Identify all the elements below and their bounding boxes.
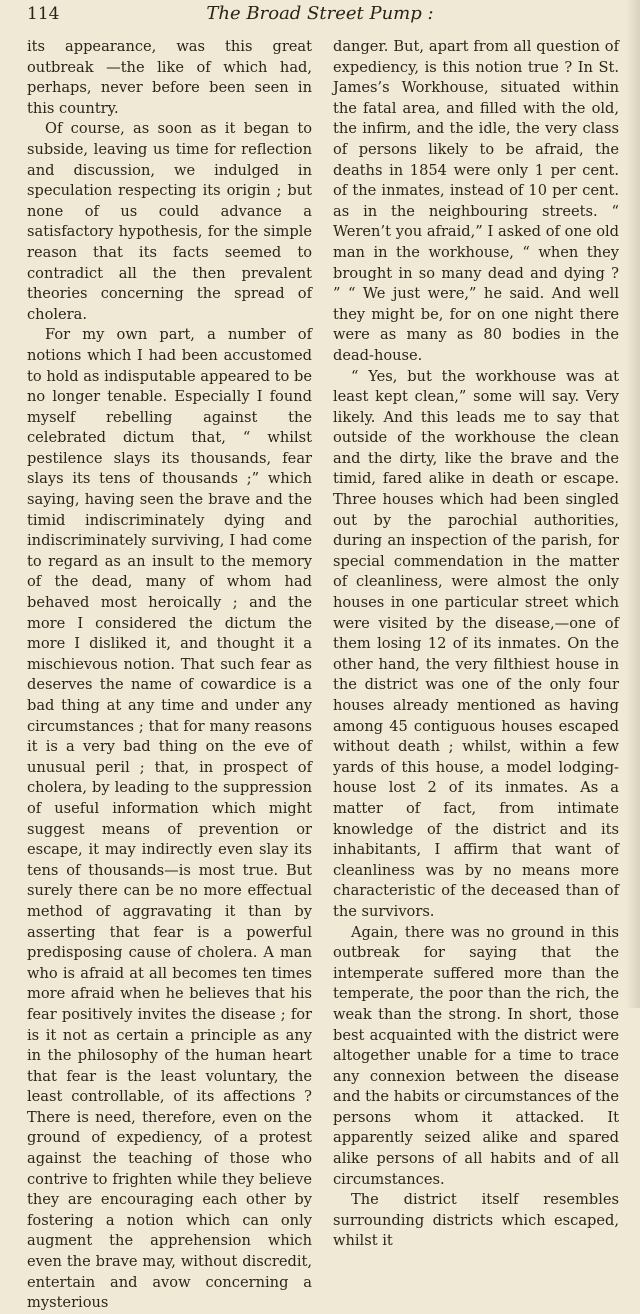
page-header (0, 0, 640, 30)
paragraph: For my own part, a number of notions which I had been accustomed to hold as indisputable appeared to be no longer tenable. Especially I found myself rebelling against the celebrated dictum that, “ whilst pestilence slays its thousands, fear slays its tens of thousands ;” which saying, having seen the brave and the timid indiscriminately dying and indiscriminately surviving, I had come to regard as an insult to the memory of the dead, many of whom had behaved most heroically ; and the more I considered the dictum the more I disliked it, and thought it a mischievous notion. That such fear as deserves the name of cowardice is a bad thing at any time and under any circumstances ; that for many reasons it is a very bad thing on the eve of unusual peril ; that, in prospect of cholera, by leading to the suppression of useful information which might suggest means of prevention or escape, it may indirectly even slay its tens of thousands—is most true. But surely there can be no more effectual method of aggravating it than by asserting that fear is a powerful predisposing cause of cholera. A man who is afraid at all becomes ten times more afraid when he believes that his fear positively invites the disease ; for is it not as certain a principle as any in the philosophy of the human heart that fear is the least voluntary, the least controllable, of its affections ? There is need, therefore, even on the ground of expediency, of a protest against the teaching of those who contrive to frighten while they believe they are encouraging each other by fostering a notion which can only augment the apprehension which even the brave may, without discredit, entertain and avow concerning a mysterious (27, 326, 312, 1312)
paragraph: The district itself resembles surrounding districts which escaped, whilst it (333, 1191, 619, 1250)
left-column (27, 37, 312, 1314)
paragraph: Again, there was no ground in this outbreak for saying that the intemperate suffered more than the temperate, the poor than the rich, the weak than the strong. In short, those best acquainted with the district were altogether unable for a time to trace any connexion between the disease and the habits or circumstances of the persons whom it attacked. It apparently seized alike and spared alike persons of all habits and of all circumstances. (333, 923, 619, 1188)
right-column (333, 37, 619, 1252)
page-edge-shadow (626, 0, 640, 1008)
paragraph: Of course, as soon as it began to subside, leaving us time for reflection and discussion, we indulged in speculation respecting its origin ; but none of us could advance a satisfactory hypothesis, for the simple reason that its facts seemed to contradict all the then prevalent theories concerning the spread of cholera. (27, 120, 312, 323)
running-title: The Broad Street Pump : (206, 3, 434, 24)
paragraph: danger. But, apart from all question of expediency, is this notion true ? In St. James’s Workhouse, situated within the fatal area, and filled with the old, the infirm, and the idle, the very class of persons likely to be afraid, the deaths in 1854 were only 1 per cent. of the inmates, instead of 10 per cent. as in the neighbouring streets. “ Weren’t you afraid,” I asked of one old man in the workhouse, “ when they brought in so many dead and dying ? ” “ We just were,” he said. And well they might be, for on one night there were as many as 80 bodies in the dead-house. (333, 38, 619, 364)
paragraph: “ Yes, but the workhouse was at least kept clean,” some will say. Very likely. And this leads me to say that outside of the workhouse the clean and the dirty, like the brave and the timid, fared alike in death or escape. Three houses which had been singled out by the parochial authorities, during an inspection of the parish, for special commendation in the matter of cleanliness, were almost the only houses in one particular street which were visited by the disease,—one of them losing 12 of its inmates. On the other hand, the very filthiest house in the district was one of the only four houses already mentioned as having among 45 contiguous houses escaped without death ; whilst, within a few yards of this house, a model lodging-house lost 2 of its inmates. As a matter of fact, from intimate knowledge of the district and its inhabitants, I affirm that want of cleanliness was by no means more characteristic of the deceased than of the survivors. (333, 367, 619, 920)
paragraph: its appearance, was this great outbreak —the like of which had, perhaps, never before been seen in this country. (27, 38, 312, 117)
page-number: 114 (27, 4, 60, 24)
